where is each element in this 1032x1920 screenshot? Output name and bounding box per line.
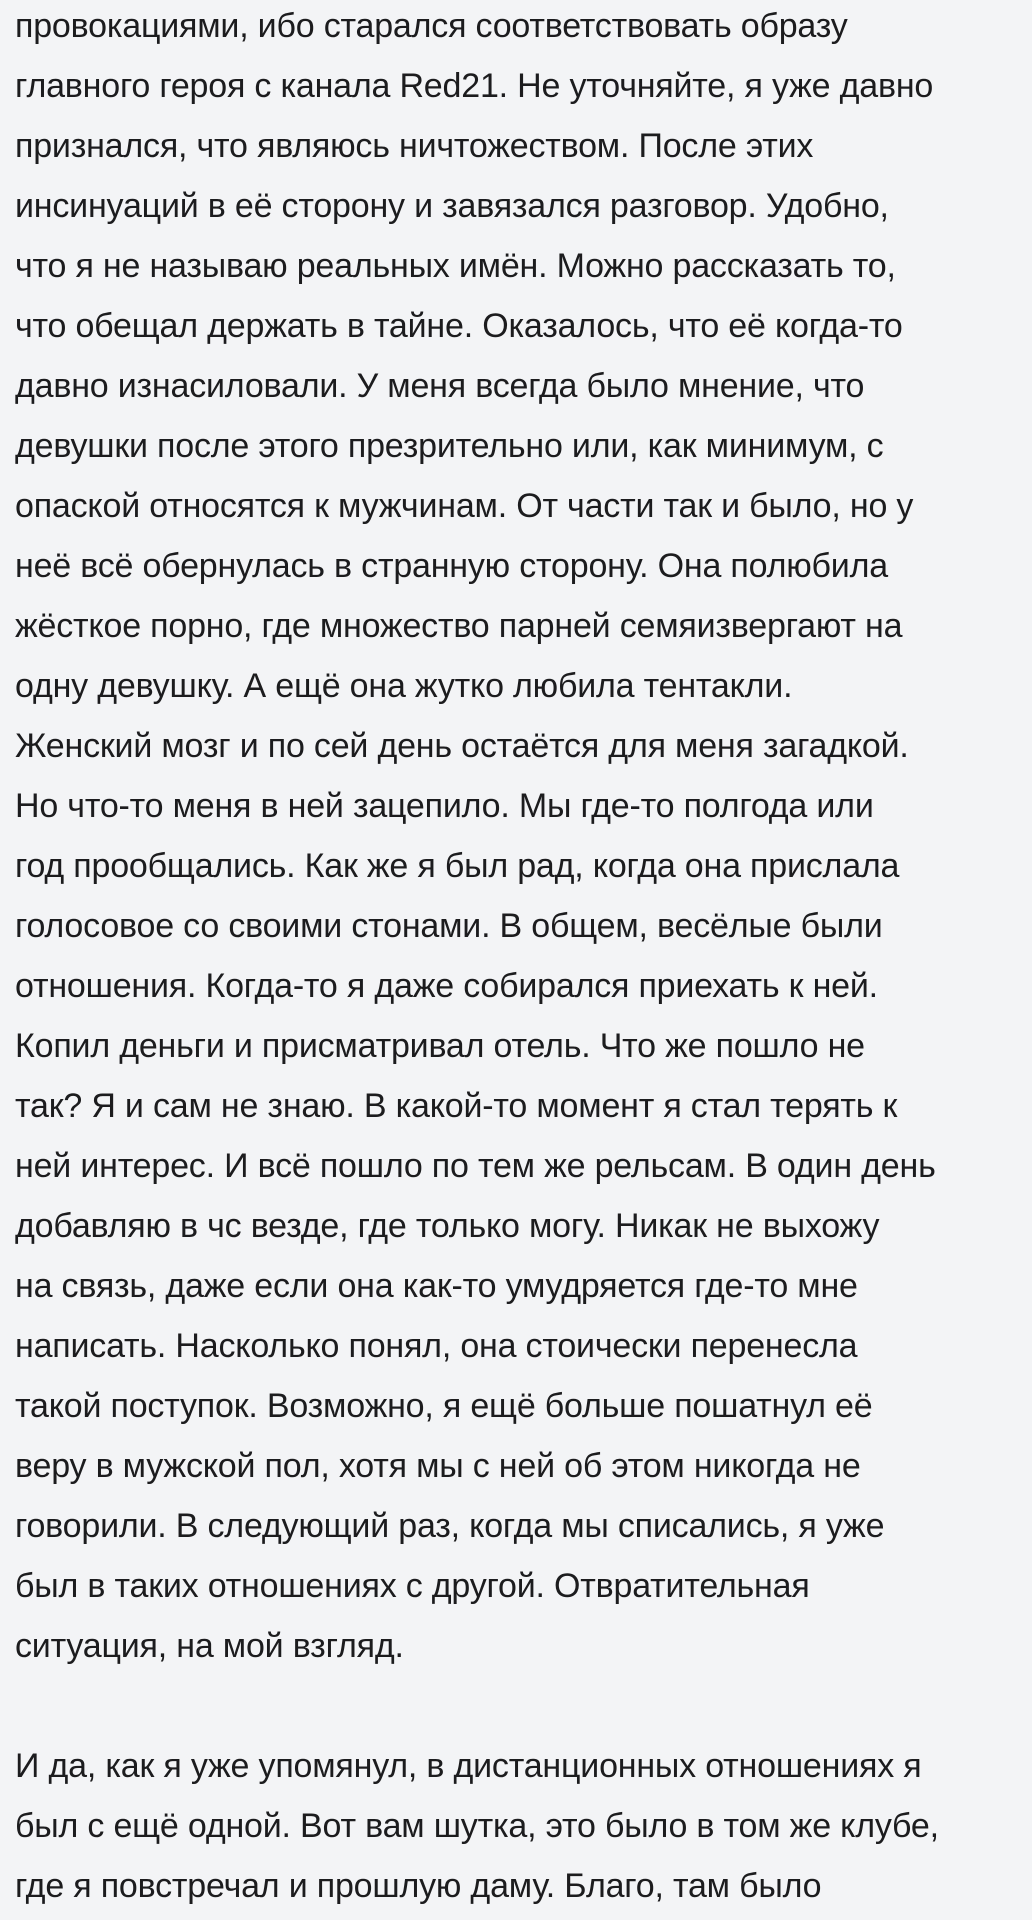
text-line: Копил деньги и присматривал отель. Что же пошло не [15,1027,865,1065]
text-line: на связь, даже если она как-то умудряется где-то мне [15,1267,858,1305]
text-line: был с ещё одной. Вот вам шутка, это было в том же клубе, [15,1807,939,1845]
text-line: главного героя с канала Red21. Не уточняйте, я уже давно [15,67,934,105]
text-line: опаской относятся к мужчинам. От части так и было, но у [15,487,914,525]
text-line: Но что-то меня в ней зацепило. Мы где-то полгода или [15,787,874,825]
text-line: И да, как я уже упомянул, в дистанционных отношениях я [15,1747,922,1785]
text-line: говорили. В следующий раз, когда мы списались, я уже [15,1507,885,1545]
text-line: неё всё обернулась в странную сторону. Она полюбила [15,547,888,585]
text-line: инсинуаций в её сторону и завязался разговор. Удобно, [15,187,889,225]
text-line: что я не называю реальных имён. Можно рассказать то, [15,247,896,285]
text-line: давно изнасиловали. У меня всегда было мнение, что [15,367,865,405]
text-line: год прообщались. Как же я был рад, когда она прислала [15,847,900,885]
text-line: где я повстречал и прошлую даму. Благо, там было [15,1867,822,1905]
text-line: добавляю в чс везде, где только могу. Никак не выхожу [15,1207,880,1245]
text-line: жёсткое порно, где множество парней семяизвергают на [15,607,903,645]
text-line: был в таких отношениях с другой. Отвратительная [15,1567,810,1605]
text-line: ней интерес. И всё пошло по тем же рельсам. В один день [15,1147,936,1185]
text-line: написать. Насколько понял, она стоически перенесла [15,1327,858,1365]
text-line: веру в мужской пол, хотя мы с ней об этом никогда не [15,1447,861,1485]
paragraph-2 [15,1736,1029,1916]
article-text [15,0,1029,1916]
text-line: голосовое со своими стонами. В общем, весёлые были [15,907,883,945]
text-line: признался, что являюсь ничтожеством. После этих [15,127,814,165]
text-line: что обещал держать в тайне. Оказалось, что её когда-то [15,307,903,345]
paragraph-gap [15,1676,1029,1736]
paragraph-1 [15,0,1029,1676]
text-line: провокациями, ибо старался соответствовать образу [15,7,848,45]
text-line: отношения. Когда-то я даже собирался приехать к ней. [15,967,878,1005]
text-line: так? Я и сам не знаю. В какой-то момент я стал терять к [15,1087,898,1125]
text-line: Женский мозг и по сей день остаётся для меня загадкой. [15,727,909,765]
text-line: одну девушку. А ещё она жутко любила тентакли. [15,667,793,705]
text-line: ситуация, на мой взгляд. [15,1627,404,1665]
text-line: такой поступок. Возможно, я ещё больше пошатнул её [15,1387,873,1425]
text-line: девушки после этого презрительно или, как минимум, с [15,427,884,465]
